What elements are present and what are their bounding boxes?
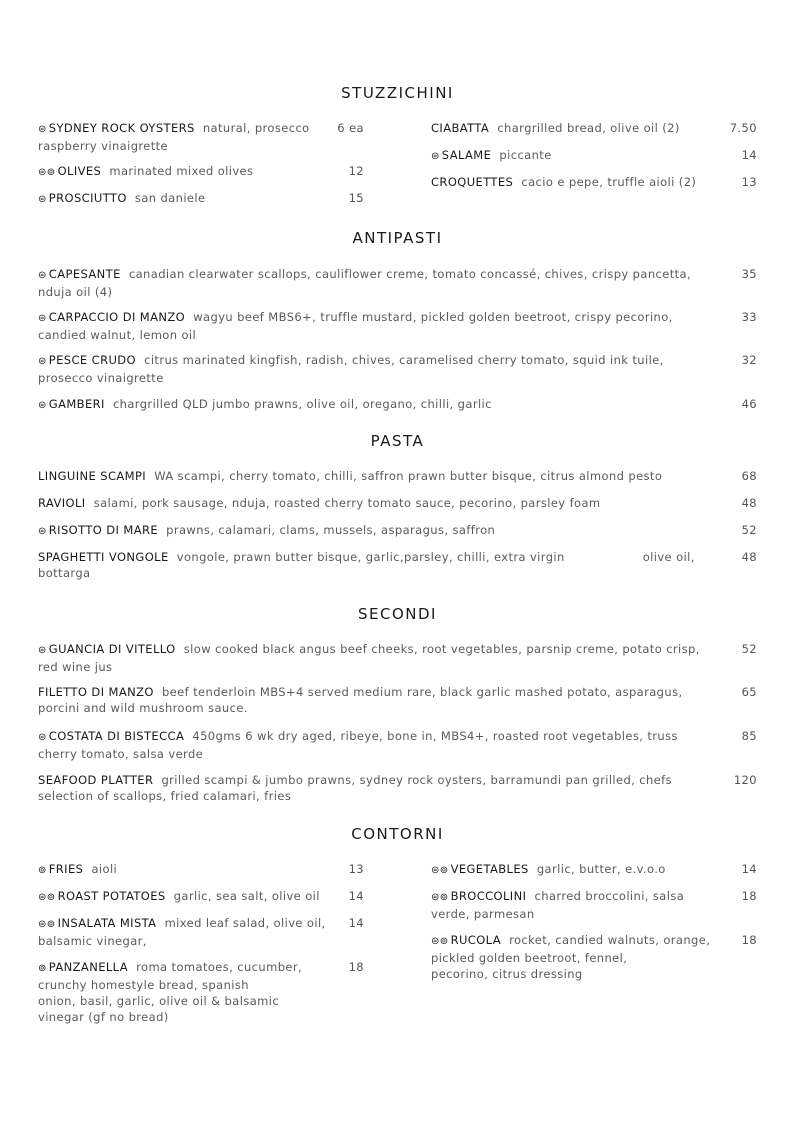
dietary-icon: ⊜⊚ — [431, 865, 449, 876]
item-name: PROSCIUTTO — [48, 191, 127, 205]
item-name: CIABATTA — [431, 121, 490, 135]
menu-item — [38, 959, 364, 1025]
menu-item — [38, 915, 364, 949]
item-desc: balsamic vinegar, — [38, 934, 147, 948]
item-price: 68 — [741, 469, 757, 483]
menu-item — [38, 728, 757, 762]
item-name: OLIVES — [57, 164, 102, 178]
item-desc: WA scampi, cherry tomato, chilli, saffron prawn butter bisque, citrus almond pesto — [154, 469, 663, 483]
item-price: 85 — [741, 729, 757, 743]
item-desc: onion, basil, garlic, olive oil & balsamic — [38, 994, 280, 1008]
item-price: 46 — [741, 397, 757, 411]
menu-item — [431, 120, 757, 136]
item-desc: chargrilled QLD jumbo prawns, olive oil, oregano, chilli, garlic — [112, 397, 492, 411]
item-desc: pecorino, citrus dressing — [431, 967, 583, 981]
item-price: 12 — [348, 164, 364, 178]
item-price: 52 — [741, 523, 757, 537]
menu-item — [38, 163, 364, 181]
item-name: INSALATA MISTA — [57, 916, 157, 930]
menu-item — [431, 147, 757, 165]
item-name: RUCOLA — [450, 933, 501, 947]
item-price: 14 — [348, 916, 364, 930]
item-name: VEGETABLES — [450, 862, 529, 876]
dietary-icon: ⊜⊚ — [431, 936, 449, 947]
item-name: FILETTO DI MANZO — [38, 685, 154, 699]
menu-item — [431, 888, 757, 922]
item-desc: roma tomatoes, cucumber, — [136, 960, 303, 974]
item-desc: prosecco vinaigrette — [38, 371, 164, 385]
item-desc: crunchy homestyle bread, spanish — [38, 978, 249, 992]
menu-item — [38, 468, 757, 484]
item-desc: aioli — [91, 862, 118, 876]
item-desc: beef tenderloin MBS+4 served medium rare, black garlic mashed potato, asparagus, — [161, 685, 683, 699]
dietary-icon: ⊜ — [431, 151, 440, 162]
item-desc: 450gms 6 wk dry aged, ribeye, bone in, MBS4+, roasted root vegetables, truss — [192, 729, 678, 743]
item-price: 7.50 — [729, 121, 757, 135]
item-desc: vongole, prawn butter bisque, garlic,parsley, chilli, extra virgin — [176, 550, 565, 564]
item-name: BROCCOLINI — [450, 889, 527, 903]
item-price: 18 — [741, 889, 757, 903]
item-desc: red wine jus — [38, 660, 113, 674]
menu-item — [38, 120, 364, 154]
dietary-icon: ⊜ — [38, 124, 47, 135]
section-title: SECONDI — [358, 605, 437, 623]
section-title: PASTA — [370, 432, 425, 450]
item-name: CARPACCIO DI MANZO — [48, 310, 186, 324]
item-desc: rocket, candied walnuts, orange, — [509, 933, 711, 947]
dietary-icon: ⊜ — [38, 270, 47, 281]
item-desc: mixed leaf salad, olive oil, — [164, 916, 326, 930]
dietary-icon: ⊚ — [38, 963, 47, 974]
item-name: COSTATA DI BISTECCA — [48, 729, 185, 743]
dietary-icon: ⊜⊚ — [38, 892, 56, 903]
item-desc: vinegar (gf no bread) — [38, 1010, 169, 1024]
menu-item — [431, 932, 757, 982]
item-name: CAPESANTE — [48, 267, 121, 281]
item-price: 52 — [741, 642, 757, 656]
item-price: 35 — [741, 267, 757, 281]
item-name: SYDNEY ROCK OYSTERS — [48, 121, 195, 135]
item-desc: san daniele — [134, 191, 206, 205]
item-desc: raspberry vinaigrette — [38, 139, 169, 153]
item-price: 6 ea — [337, 121, 364, 135]
item-desc: olive oil, — [642, 550, 695, 564]
item-name: ROAST POTATOES — [57, 889, 166, 903]
dietary-icon: ⊜⊚ — [38, 167, 56, 178]
item-desc: pickled golden beetroot, fennel, — [431, 951, 628, 965]
item-price: 33 — [741, 310, 757, 324]
section-title: ANTIPASTI — [352, 229, 443, 247]
section-title: STUZZICHINI — [341, 84, 454, 102]
menu-item — [38, 190, 364, 208]
item-desc: citrus marinated kingfish, radish, chives, caramelised cherry tomato, squid ink tuile, — [144, 353, 664, 367]
dietary-icon: ⊜ — [38, 313, 47, 324]
item-desc: natural, prosecco — [202, 121, 310, 135]
menu-item — [38, 549, 757, 581]
item-desc: prawns, calamari, clams, mussels, asparagus, saffron — [166, 523, 496, 537]
item-name: GAMBERI — [48, 397, 105, 411]
item-desc: garlic, sea salt, olive oil — [173, 889, 320, 903]
item-desc: grilled scampi & jumbo prawns, sydney rock oysters, barramundi pan grilled, chefs — [161, 773, 673, 787]
item-desc: marinated mixed olives — [109, 164, 254, 178]
dietary-icon: ⊜⊚ — [431, 892, 449, 903]
item-desc: canadian clearwater scallops, cauliflower creme, tomato concassé, chives, crispy pancetta, — [128, 267, 692, 281]
dietary-icon: ⊜ — [38, 400, 47, 411]
item-desc: candied walnut, lemon oil — [38, 328, 197, 342]
item-price: 32 — [741, 353, 757, 367]
item-price: 13 — [348, 862, 364, 876]
menu-item — [38, 772, 757, 804]
dietary-icon: ⊚ — [38, 865, 47, 876]
item-name: RAVIOLI — [38, 496, 86, 510]
item-price: 14 — [741, 148, 757, 162]
item-desc: wagyu beef MBS6+, truffle mustard, pickled golden beetroot, crispy pecorino, — [193, 310, 673, 324]
dietary-icon: ⊜ — [38, 356, 47, 367]
menu-item — [38, 684, 757, 716]
item-price: 48 — [741, 550, 757, 564]
item-desc: verde, parmesan — [431, 907, 535, 921]
menu-item — [38, 522, 757, 540]
item-desc: chargrilled bread, olive oil (2) — [497, 121, 680, 135]
item-name: SPAGHETTI VONGOLE — [38, 550, 169, 564]
item-price: 120 — [733, 773, 757, 787]
menu-item — [38, 861, 364, 879]
menu-item — [38, 888, 364, 906]
menu-item — [38, 352, 757, 386]
menu-item — [38, 396, 757, 414]
dietary-icon: ⊜ — [38, 645, 47, 656]
item-name: PANZANELLA — [48, 960, 129, 974]
item-name: SEAFOOD PLATTER — [38, 773, 154, 787]
dietary-icon: ⊜ — [38, 194, 47, 205]
dietary-icon: ⊜⊚ — [38, 919, 56, 930]
menu-item — [38, 641, 757, 675]
item-desc: cacio e pepe, truffle aioli (2) — [521, 175, 697, 189]
item-desc: garlic, butter, e.v.o.o — [536, 862, 666, 876]
item-price: 13 — [741, 175, 757, 189]
menu-item — [431, 861, 757, 879]
item-name: SALAME — [441, 148, 492, 162]
item-name: GUANCIA DI VITELLO — [48, 642, 176, 656]
item-name: CROQUETTES — [431, 175, 514, 189]
item-name: RISOTTO DI MARE — [48, 523, 159, 537]
dietary-icon: ⊜ — [38, 526, 47, 537]
item-name: LINGUINE SCAMPI — [38, 469, 147, 483]
section-title: CONTORNI — [351, 825, 444, 843]
item-price: 18 — [348, 960, 364, 974]
item-price: 14 — [348, 889, 364, 903]
item-desc: piccante — [499, 148, 552, 162]
menu-item — [38, 495, 757, 511]
item-desc: bottarga — [38, 566, 91, 580]
item-desc: cherry tomato, salsa verde — [38, 747, 204, 761]
menu-item — [431, 174, 757, 190]
item-desc: salami, pork sausage, nduja, roasted cherry tomato sauce, pecorino, parsley foam — [93, 496, 601, 510]
item-name: PESCE CRUDO — [48, 353, 136, 367]
item-desc: nduja oil (4) — [38, 285, 113, 299]
menu-item — [38, 309, 757, 343]
item-desc: slow cooked black angus beef cheeks, root vegetables, parsnip creme, potato crisp, — [183, 642, 700, 656]
item-desc: charred broccolini, salsa — [534, 889, 685, 903]
dietary-icon: ⊜ — [38, 732, 47, 743]
item-name: FRIES — [48, 862, 84, 876]
item-price: 18 — [741, 933, 757, 947]
item-desc: selection of scallops, fried calamari, fries — [38, 789, 292, 803]
item-price: 14 — [741, 862, 757, 876]
item-desc: porcini and wild mushroom sauce. — [38, 701, 248, 715]
item-price: 65 — [741, 685, 757, 699]
item-price: 48 — [741, 496, 757, 510]
item-price: 15 — [348, 191, 364, 205]
menu-item — [38, 266, 757, 300]
